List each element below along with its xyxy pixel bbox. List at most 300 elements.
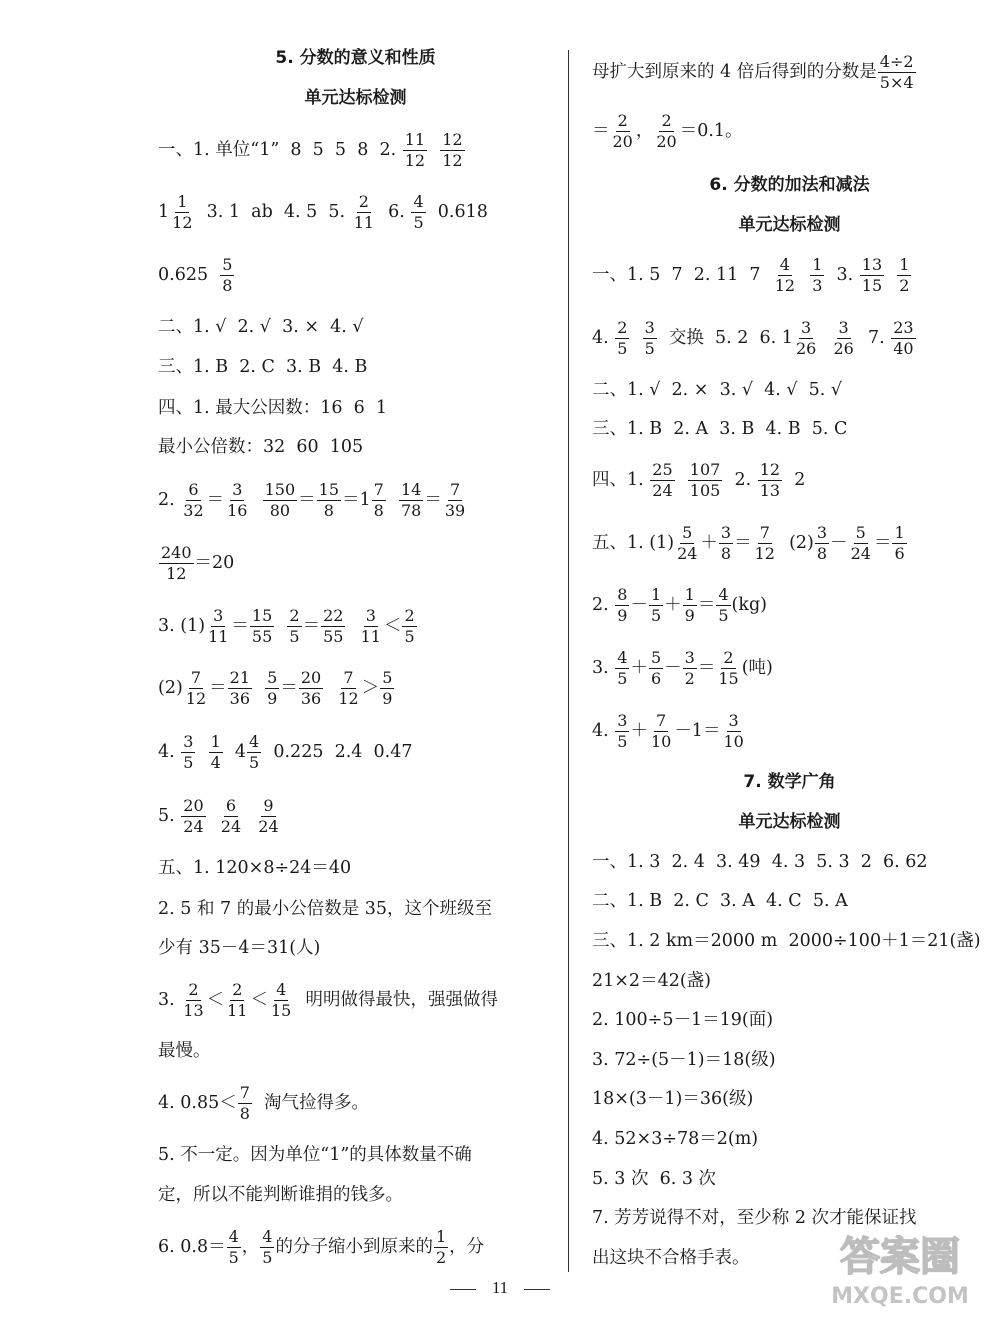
answer-text: 2. xyxy=(158,490,181,510)
fraction-numerator: 20 xyxy=(183,795,204,815)
fraction xyxy=(256,795,280,836)
fraction xyxy=(250,605,274,646)
fraction-denominator: 8 xyxy=(222,275,233,295)
answer-text: 三、1. B 2. C 3. B 4. B xyxy=(158,357,368,377)
answer-text: ＝ xyxy=(734,533,752,553)
fraction-numerator: 20 xyxy=(300,667,322,687)
fraction-numerator: 3 xyxy=(644,317,655,337)
fraction-numerator: 4 xyxy=(228,1226,239,1246)
answer-text: 出这块不合格手表。 xyxy=(592,1248,750,1268)
fraction-numerator: 4 xyxy=(779,254,790,274)
answer-text: ＝ xyxy=(280,678,298,698)
answer-line xyxy=(592,1128,758,1150)
answer-text: 4. 52×3÷78＝2(m) xyxy=(592,1129,759,1149)
answer-line xyxy=(592,930,981,952)
answer-text: 3. 1 ab 4. 5 5. xyxy=(195,202,351,222)
answer-line xyxy=(592,584,767,625)
answer-text: 2. 5 和 7 的最小公倍数是 35，这个班级至 xyxy=(158,899,493,919)
answer-line xyxy=(158,1082,370,1123)
section-heading xyxy=(158,47,553,69)
answer-text: 三、1. 2 km＝2000 m 2000÷100＋1＝21(盏) xyxy=(592,931,981,951)
fraction-numerator: 5 xyxy=(682,522,693,542)
fraction-denominator: 80 xyxy=(269,500,291,520)
fraction xyxy=(399,479,423,520)
fraction-denominator: 5 xyxy=(183,752,194,772)
fraction xyxy=(181,979,205,1020)
fraction-numerator: 1 xyxy=(812,254,823,274)
answer-text: ＝0.1。 xyxy=(679,121,743,141)
fraction xyxy=(649,647,663,688)
answer-text: 单元达标检测 xyxy=(738,812,841,832)
fraction xyxy=(260,1226,274,1267)
fraction-denominator: 20 xyxy=(612,131,633,151)
fraction-numerator: 5 xyxy=(650,647,662,667)
answer-line xyxy=(158,667,395,708)
fraction xyxy=(654,110,678,151)
fraction-denominator: 11 xyxy=(208,626,229,646)
answer-text: 6. 分数的加法和减法 xyxy=(709,175,870,195)
answer-text xyxy=(196,741,207,763)
answer-text: 一、1. 5 7 2. 11 7 xyxy=(592,265,772,285)
fraction-denominator: 15 xyxy=(718,668,739,688)
fraction-denominator: 5 xyxy=(617,731,628,751)
fraction-denominator: 11 xyxy=(360,626,381,646)
fraction xyxy=(181,795,205,836)
fraction-denominator: 9 xyxy=(684,605,695,625)
fraction-numerator: 11 xyxy=(404,129,426,149)
fraction-numerator: 2 xyxy=(188,979,199,999)
fraction-denominator: 24 xyxy=(258,816,279,836)
fraction-denominator: 5 xyxy=(289,626,300,646)
fraction xyxy=(228,667,252,708)
section-heading xyxy=(592,771,987,793)
fraction-numerator: 4 xyxy=(718,584,729,604)
answer-text: 5. 3 次 6. 3 次 xyxy=(592,1169,717,1189)
page-number: 11 xyxy=(491,1278,509,1297)
fraction-denominator: 26 xyxy=(795,338,817,358)
answer-text: ＝ xyxy=(209,678,227,698)
fraction xyxy=(380,667,394,708)
answer-text: ＝ xyxy=(424,490,442,510)
answer-text: 0.225 2.4 0.47 xyxy=(262,742,413,762)
answer-text: 明明做得最快，强强做得 xyxy=(294,990,498,1010)
fraction xyxy=(170,191,194,232)
fraction-denominator: 5 xyxy=(617,338,628,358)
fraction xyxy=(683,647,697,688)
answer-text: 5. 不一定。因为单位“1”的具体数量不确 xyxy=(158,1145,472,1165)
fraction-denominator: 9 xyxy=(617,605,628,625)
answer-line xyxy=(158,542,235,583)
fraction-denominator: 24 xyxy=(652,480,673,500)
fraction-numerator: 25 xyxy=(652,459,673,479)
answer-text: 2. xyxy=(723,470,757,490)
answer-text: ＜ xyxy=(206,990,225,1010)
answer-line xyxy=(592,1168,716,1190)
fraction xyxy=(317,479,341,520)
fraction-denominator: 12 xyxy=(754,543,775,563)
answer-text: － xyxy=(630,595,648,615)
section-heading xyxy=(158,87,553,109)
fraction-denominator: 2 xyxy=(899,275,910,295)
fraction xyxy=(615,647,629,688)
fraction-denominator: 39 xyxy=(444,500,466,520)
answer-text: 五、1. (1) xyxy=(592,533,675,553)
answer-text: ＋ xyxy=(630,658,648,678)
answer-text: ＜ xyxy=(383,616,402,636)
fraction-numerator: 7 xyxy=(239,1082,250,1102)
fraction-numerator: 15 xyxy=(251,605,273,625)
answer-text: 3. 72÷(5－1)＝18(级) xyxy=(592,1050,776,1070)
fraction xyxy=(611,110,635,151)
answer-text: 4 xyxy=(223,742,247,762)
fraction xyxy=(615,584,629,625)
answer-text: 二、1. B 2. C 3. A 4. C 5. A xyxy=(592,891,848,911)
answer-line xyxy=(158,397,387,419)
fraction-numerator: 1 xyxy=(177,191,188,211)
answer-line xyxy=(158,1040,211,1062)
fraction xyxy=(440,129,464,170)
answer-text: 7. 数学广角 xyxy=(743,772,836,792)
fraction-denominator: 5 xyxy=(262,1247,273,1267)
answer-text: (2) xyxy=(777,533,814,553)
answer-text: 单元达标检测 xyxy=(304,88,407,108)
answer-text xyxy=(676,469,687,491)
fraction-numerator: 1 xyxy=(210,731,221,751)
watermark-logo xyxy=(810,1215,990,1315)
answer-line xyxy=(592,970,711,992)
answer-text: 2 xyxy=(783,470,806,490)
fraction-denominator: 6 xyxy=(650,668,662,688)
answer-text: － xyxy=(830,533,848,553)
footer-dash-left xyxy=(450,1289,476,1290)
fraction-numerator: 4 xyxy=(413,191,424,211)
fraction-numerator: 5 xyxy=(855,522,866,542)
fraction-numerator: 1 xyxy=(684,584,695,604)
fraction-numerator: 3 xyxy=(365,605,376,625)
fraction-denominator: 8 xyxy=(816,543,828,563)
fraction-numerator: 4 xyxy=(276,979,287,999)
fraction xyxy=(675,522,699,563)
fraction-denominator: 12 xyxy=(404,150,426,170)
fraction-denominator: 36 xyxy=(300,688,322,708)
fraction-denominator: 12 xyxy=(338,688,359,708)
fraction xyxy=(220,254,234,295)
fraction xyxy=(206,605,230,646)
answer-text xyxy=(207,805,218,827)
answer-text: 单元达标检测 xyxy=(738,215,841,235)
answer-line xyxy=(592,710,747,751)
fraction-denominator: 3 xyxy=(812,275,823,295)
fraction-denominator: 5 xyxy=(617,668,628,688)
answer-text xyxy=(819,327,830,349)
fraction-denominator: 16 xyxy=(227,500,248,520)
column-divider xyxy=(568,50,569,1272)
answer-text: 2. 100÷5－1＝19(面) xyxy=(592,1010,774,1030)
fraction-denominator: 5 xyxy=(413,212,424,232)
answer-text: ＝ xyxy=(302,616,321,636)
fraction xyxy=(891,317,915,358)
answer-line xyxy=(158,316,364,338)
fraction xyxy=(443,479,467,520)
fraction-numerator: 7 xyxy=(759,522,770,542)
answer-text xyxy=(324,677,335,699)
answer-text: 四、1. 最大公因数：16 6 1 xyxy=(158,398,388,418)
fraction xyxy=(359,605,383,646)
answer-text: －1＝ xyxy=(674,721,721,741)
answer-text: ＋ xyxy=(700,533,718,553)
answer-line xyxy=(158,937,320,959)
answer-text xyxy=(798,264,809,286)
fraction xyxy=(184,667,208,708)
fraction-numerator: 1 xyxy=(650,584,662,604)
fraction-numerator: 1 xyxy=(899,254,910,274)
answer-text: ＝ xyxy=(206,490,225,510)
fraction xyxy=(181,479,205,520)
fraction-numerator: 15 xyxy=(318,479,340,499)
answer-text: 3. xyxy=(158,990,181,1010)
footer-dash-right xyxy=(524,1289,550,1290)
answer-text: 4. 0.85＜ xyxy=(158,1093,237,1113)
fraction xyxy=(263,479,298,520)
fraction xyxy=(649,710,673,751)
answer-text: (kg) xyxy=(731,595,767,615)
answer-text: 0.618 xyxy=(426,202,488,222)
answer-text: 最小公倍数：32 60 105 xyxy=(158,437,364,457)
fraction xyxy=(299,667,323,708)
fraction-denominator: 5 xyxy=(718,605,729,625)
fraction-numerator: 2 xyxy=(723,647,734,667)
answer-text: 五、1. 120×8÷24＝40 xyxy=(158,858,352,878)
answer-text: (2) xyxy=(158,678,183,698)
fraction-numerator: 2 xyxy=(617,317,628,337)
answer-text: ＝1 xyxy=(342,490,371,510)
fraction-denominator: 12 xyxy=(166,563,187,583)
fraction-numerator: 22 xyxy=(323,605,344,625)
fraction xyxy=(810,254,824,295)
answer-line xyxy=(592,1009,773,1031)
section-heading xyxy=(592,214,987,236)
fraction-denominator: 13 xyxy=(183,1000,204,1020)
fraction-numerator: 3 xyxy=(684,647,695,667)
section-heading xyxy=(592,174,987,196)
fraction-numerator: 8 xyxy=(617,584,628,604)
answer-text: 淘气捡得多。 xyxy=(252,1093,370,1113)
answer-line xyxy=(592,317,917,358)
fraction-numerator: 2 xyxy=(404,605,415,625)
answer-text: ， xyxy=(241,1237,260,1257)
fraction-denominator: 2 xyxy=(435,1247,447,1267)
answer-text: ＋ xyxy=(630,721,648,741)
fraction-numerator: 2 xyxy=(232,979,243,999)
fraction-numerator: 7 xyxy=(343,667,354,687)
fraction-numerator: 5 xyxy=(267,667,278,687)
answer-text: 5. xyxy=(158,806,181,826)
fraction-denominator: 8 xyxy=(323,500,334,520)
answer-text: 一、1. 单位“1” 8 5 5 8 2. xyxy=(158,140,402,160)
watermark-url: MXQE.COM xyxy=(831,1284,969,1309)
fraction-numerator: 3 xyxy=(816,522,828,542)
fraction xyxy=(716,647,740,688)
answer-text: 二、1. √ 2. × 3. √ 4. √ 5. √ xyxy=(592,380,843,400)
fraction xyxy=(716,584,730,625)
answer-text xyxy=(244,805,255,827)
fraction-denominator: 8 xyxy=(373,500,384,520)
fraction xyxy=(287,605,301,646)
fraction-numerator: 21 xyxy=(229,667,251,687)
answer-text: ， xyxy=(635,121,654,141)
answer-text: 2. xyxy=(592,595,615,615)
answer-text: 四、1. xyxy=(592,470,650,490)
fraction-numerator: 5 xyxy=(222,254,233,274)
fraction xyxy=(719,522,733,563)
answer-text xyxy=(630,327,641,349)
answer-text: 7. xyxy=(856,328,891,348)
fraction-numerator: 14 xyxy=(401,479,422,499)
answer-text: 定，所以不能判断谁捐的钱多。 xyxy=(158,1185,403,1205)
answer-line xyxy=(158,898,492,920)
answer-line xyxy=(592,1049,776,1071)
fraction-numerator: 107 xyxy=(689,459,721,479)
answer-text: 一、1. 3 2. 4 3. 49 4. 3 5. 3 2 6. 62 xyxy=(592,852,928,872)
fraction-numerator: 6 xyxy=(225,795,237,815)
answer-text: ＜ xyxy=(250,990,268,1010)
fraction-denominator: 9 xyxy=(382,688,393,708)
answer-line xyxy=(592,1247,750,1269)
fraction xyxy=(219,795,243,836)
answer-line xyxy=(158,731,413,772)
fraction-denominator: 24 xyxy=(183,816,204,836)
fraction xyxy=(225,979,249,1020)
fraction xyxy=(227,1226,241,1267)
answer-text: 交换 5. 2 6. 1 xyxy=(657,328,793,348)
fraction xyxy=(650,459,674,500)
fraction xyxy=(265,667,279,708)
answer-text: ＝ xyxy=(697,658,716,678)
fraction-denominator: 12 xyxy=(442,150,463,170)
fraction-denominator: 5 xyxy=(404,626,415,646)
fraction xyxy=(352,191,376,232)
answer-text: 6. 0.8＝ xyxy=(158,1237,226,1257)
answer-line xyxy=(158,479,468,520)
answer-text xyxy=(885,264,896,286)
fraction xyxy=(411,191,425,232)
fraction-denominator: 9 xyxy=(267,688,278,708)
answer-text xyxy=(428,139,439,161)
answer-line xyxy=(592,647,773,688)
fraction-numerator: 4 xyxy=(617,647,628,667)
answer-line xyxy=(158,436,363,458)
fraction-numerator: 3 xyxy=(232,479,243,499)
fraction-denominator: 12 xyxy=(185,688,207,708)
answer-text: 21×2＝42(盏) xyxy=(592,971,711,991)
answer-line xyxy=(158,191,488,232)
fraction-numerator: 7 xyxy=(656,710,667,730)
section-heading xyxy=(592,811,987,833)
fraction xyxy=(159,542,194,583)
fraction-denominator: 12 xyxy=(172,212,193,232)
fraction-numerator: 12 xyxy=(442,129,463,149)
fraction xyxy=(434,1226,448,1267)
fraction-numerator: 2 xyxy=(289,605,300,625)
fraction-denominator: 5×4 xyxy=(879,72,914,92)
fraction-denominator: 24 xyxy=(850,543,871,563)
answer-text xyxy=(253,677,264,699)
fraction-numerator: 3 xyxy=(801,317,812,337)
fraction-numerator: 13 xyxy=(861,254,883,274)
answer-text xyxy=(346,615,357,637)
answer-text: 4. xyxy=(158,742,181,762)
fraction-denominator: 24 xyxy=(677,543,698,563)
fraction-numerator: 4 xyxy=(249,731,260,751)
answer-text: 最慢。 xyxy=(158,1041,211,1061)
answer-line xyxy=(158,605,418,646)
answer-line xyxy=(592,522,908,563)
answer-text: 0.625 xyxy=(158,265,220,285)
fraction-numerator: 4÷2 xyxy=(879,51,914,71)
fraction xyxy=(238,1082,252,1123)
answer-text: 6. xyxy=(377,202,411,222)
fraction-denominator: 5 xyxy=(228,1247,239,1267)
fraction-denominator: 5 xyxy=(249,752,260,772)
fraction-denominator: 10 xyxy=(650,731,672,751)
fraction-denominator: 20 xyxy=(656,131,677,151)
answer-line xyxy=(158,254,235,295)
fraction-numerator: 3 xyxy=(213,605,224,625)
fraction-denominator: 12 xyxy=(774,275,796,295)
fraction xyxy=(683,584,697,625)
answer-text: ，分 xyxy=(449,1237,485,1257)
fraction xyxy=(878,51,916,92)
fraction xyxy=(688,459,723,500)
answer-text: 5. 分数的意义和性质 xyxy=(275,48,436,68)
fraction xyxy=(615,317,629,358)
fraction-numerator: 1 xyxy=(894,522,905,542)
fraction-numerator: 2 xyxy=(358,191,369,211)
fraction-numerator: 12 xyxy=(759,459,781,479)
answer-text xyxy=(250,489,261,511)
answer-text: ＝ xyxy=(592,121,610,141)
fraction-denominator: 24 xyxy=(220,816,242,836)
fraction-denominator: 11 xyxy=(227,1000,248,1020)
fraction-numerator: 7 xyxy=(373,479,384,499)
answer-text: ＝ xyxy=(231,616,249,636)
fraction xyxy=(209,731,223,772)
fraction xyxy=(773,254,797,295)
fraction xyxy=(721,710,745,751)
answer-text: － xyxy=(664,658,682,678)
answer-line xyxy=(592,459,806,500)
fraction xyxy=(849,522,873,563)
fraction-denominator: 15 xyxy=(861,275,883,295)
answer-text xyxy=(387,489,398,511)
answer-text: ＝ xyxy=(298,490,316,510)
answer-text xyxy=(275,615,286,637)
answer-text: ＋ xyxy=(664,595,682,615)
answer-line xyxy=(158,1144,472,1166)
answer-line xyxy=(592,890,848,912)
fraction-numerator: 4 xyxy=(262,1226,273,1246)
fraction-numerator: 7 xyxy=(449,479,461,499)
answer-text: 的分子缩小到原来的 xyxy=(275,1237,433,1257)
answer-text: (吨) xyxy=(741,658,773,678)
fraction xyxy=(402,605,416,646)
fraction xyxy=(336,667,360,708)
answer-text: ＝20 xyxy=(194,553,235,573)
fraction-denominator: 6 xyxy=(894,543,905,563)
fraction-numerator: 3 xyxy=(720,522,732,542)
answer-line xyxy=(158,1226,485,1267)
fraction xyxy=(815,522,829,563)
